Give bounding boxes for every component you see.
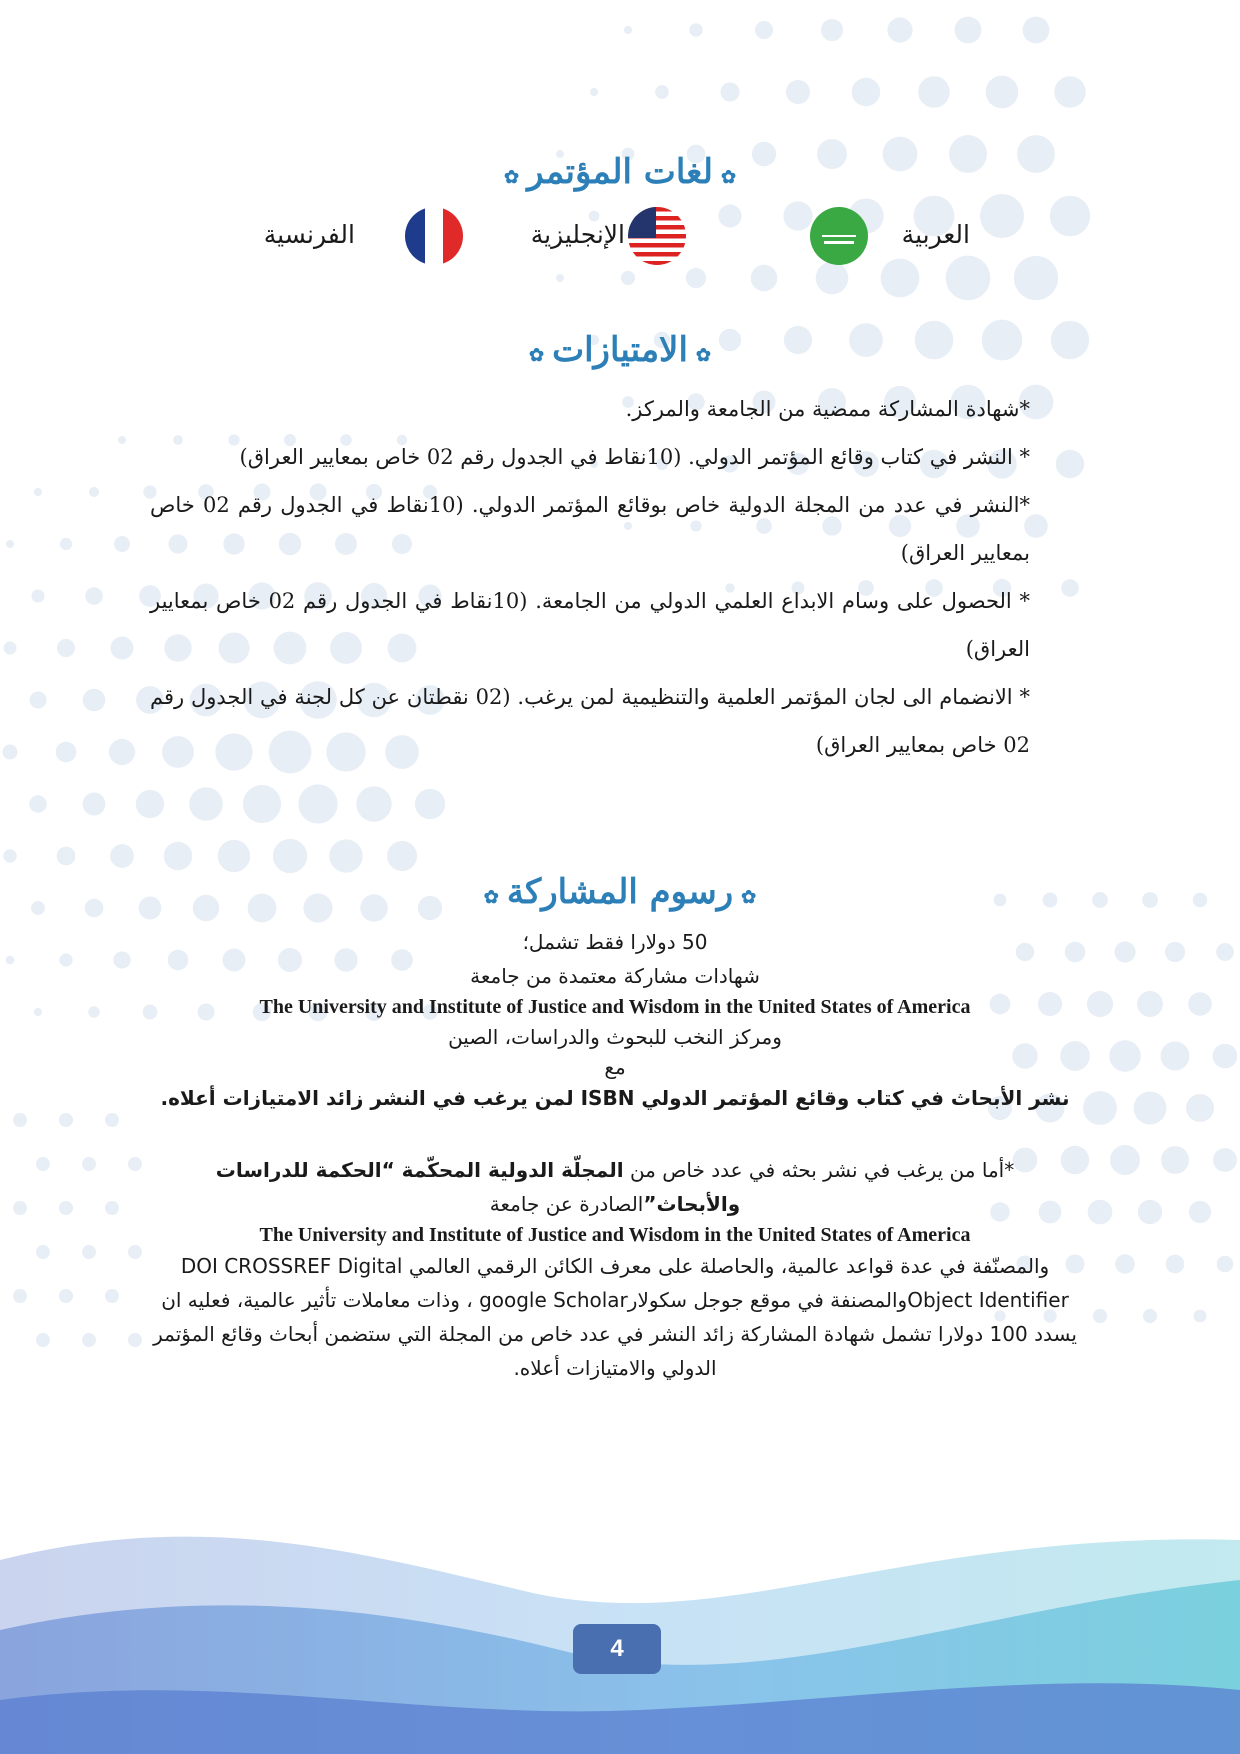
privilege-item: * الانضمام الى لجان المؤتمر العلمية والتنظيمية لمن يرغب. (02 نقطتان عن كل لجنة في الجدول رقم 02 خاص بمعايير العراق): [150, 685, 1030, 757]
language-arabic-label: العربية: [901, 220, 970, 249]
saudi-flag-icon: [810, 207, 868, 265]
fees-line-4: مع: [604, 1055, 626, 1079]
university-name: The University and Institute of Justice and Wisdom in the United States of America: [259, 996, 971, 1018]
fees-title: رسوم المشاركة: [506, 872, 734, 912]
privilege-item: * الحصول على وسام الابداع العلمي الدولي من الجامعة. (10نقاط في الجدول رقم 02 خاص بمعايير العراق): [150, 589, 1030, 661]
languages-title: لغات المؤتمر: [527, 152, 713, 192]
privileges-list: [150, 385, 1030, 769]
page-number-badge: 4: [573, 1624, 661, 1674]
journal-details: والمصنّفة في عدة قواعد عالمية، والحاصلة على معرف الكائن الرقمي العالمي DOI CROSSREF Digital Object Identifierوالمصنفة في موقع جوجل سكولارgoogle Scholar ، وذات معاملات تأثير عالمية، فعليه ان يسدد 100 دولارا تشمل شهادة المشاركة زائد النشر في عدد خاص من المجلة التي ستضمن أبحاث وقائع المؤتمر الدولي والامتيازات أعلاه.: [153, 1254, 1077, 1380]
languages-heading: [420, 152, 820, 192]
privilege-item: *النشر في عدد من المجلة الدولية خاص بوقائع المؤتمر الدولي. (10نقاط في الجدول رقم 02 خاص بمعايير العراق): [150, 493, 1030, 565]
fees-line-2: شهادات مشاركة معتمدة من جامعة: [470, 964, 760, 988]
privilege-item: * النشر في كتاب وقائع المؤتمر الدولي. (10نقاط في الجدول رقم 02 خاص بمعايير العراق): [239, 445, 1030, 469]
journal-paragraph: [150, 1153, 1080, 1221]
privileges-title: الامتيازات: [552, 330, 688, 370]
journal-text-2: الصادرة عن جامعة: [489, 1192, 644, 1216]
usa-flag-icon: [628, 207, 686, 265]
fees-heading: [420, 872, 820, 912]
fees-block: [150, 925, 1080, 1385]
fees-line-5: نشر الأبحاث في كتاب وقائع المؤتمر الدولي ISBN لمن يرغب في النشر زائد الامتيازات أعلاه.: [160, 1086, 1070, 1110]
ornament-icon: ✿: [503, 167, 520, 188]
ornament-icon: ✿: [741, 887, 757, 908]
france-flag-icon: [405, 207, 463, 265]
privilege-item: *شهادة المشاركة ممضية من الجامعة والمركز.: [625, 397, 1030, 421]
ornament-icon: ✿: [483, 887, 499, 908]
ornament-icon: ✿: [695, 345, 711, 366]
fees-line-1: 50 دولارا فقط تشمل؛: [522, 930, 708, 954]
ornament-icon: ✿: [529, 345, 545, 366]
journal-name: المجلّة الدولية المحكّمة “الحكمة للدراسات والأبحاث”: [215, 1158, 741, 1216]
language-english-label: الإنجليزية: [530, 220, 625, 249]
privileges-heading: [420, 330, 820, 370]
language-french-label: الفرنسية: [263, 220, 355, 249]
journal-text-1: *أما من يرغب في نشر بحثه في عدد خاص من: [623, 1158, 1015, 1182]
university-name-2: The University and Institute of Justice and Wisdom in the United States of America: [259, 1224, 971, 1246]
fees-line-3: ومركز النخب للبحوث والدراسات، الصين: [448, 1025, 782, 1049]
ornament-icon: ✿: [720, 167, 737, 188]
